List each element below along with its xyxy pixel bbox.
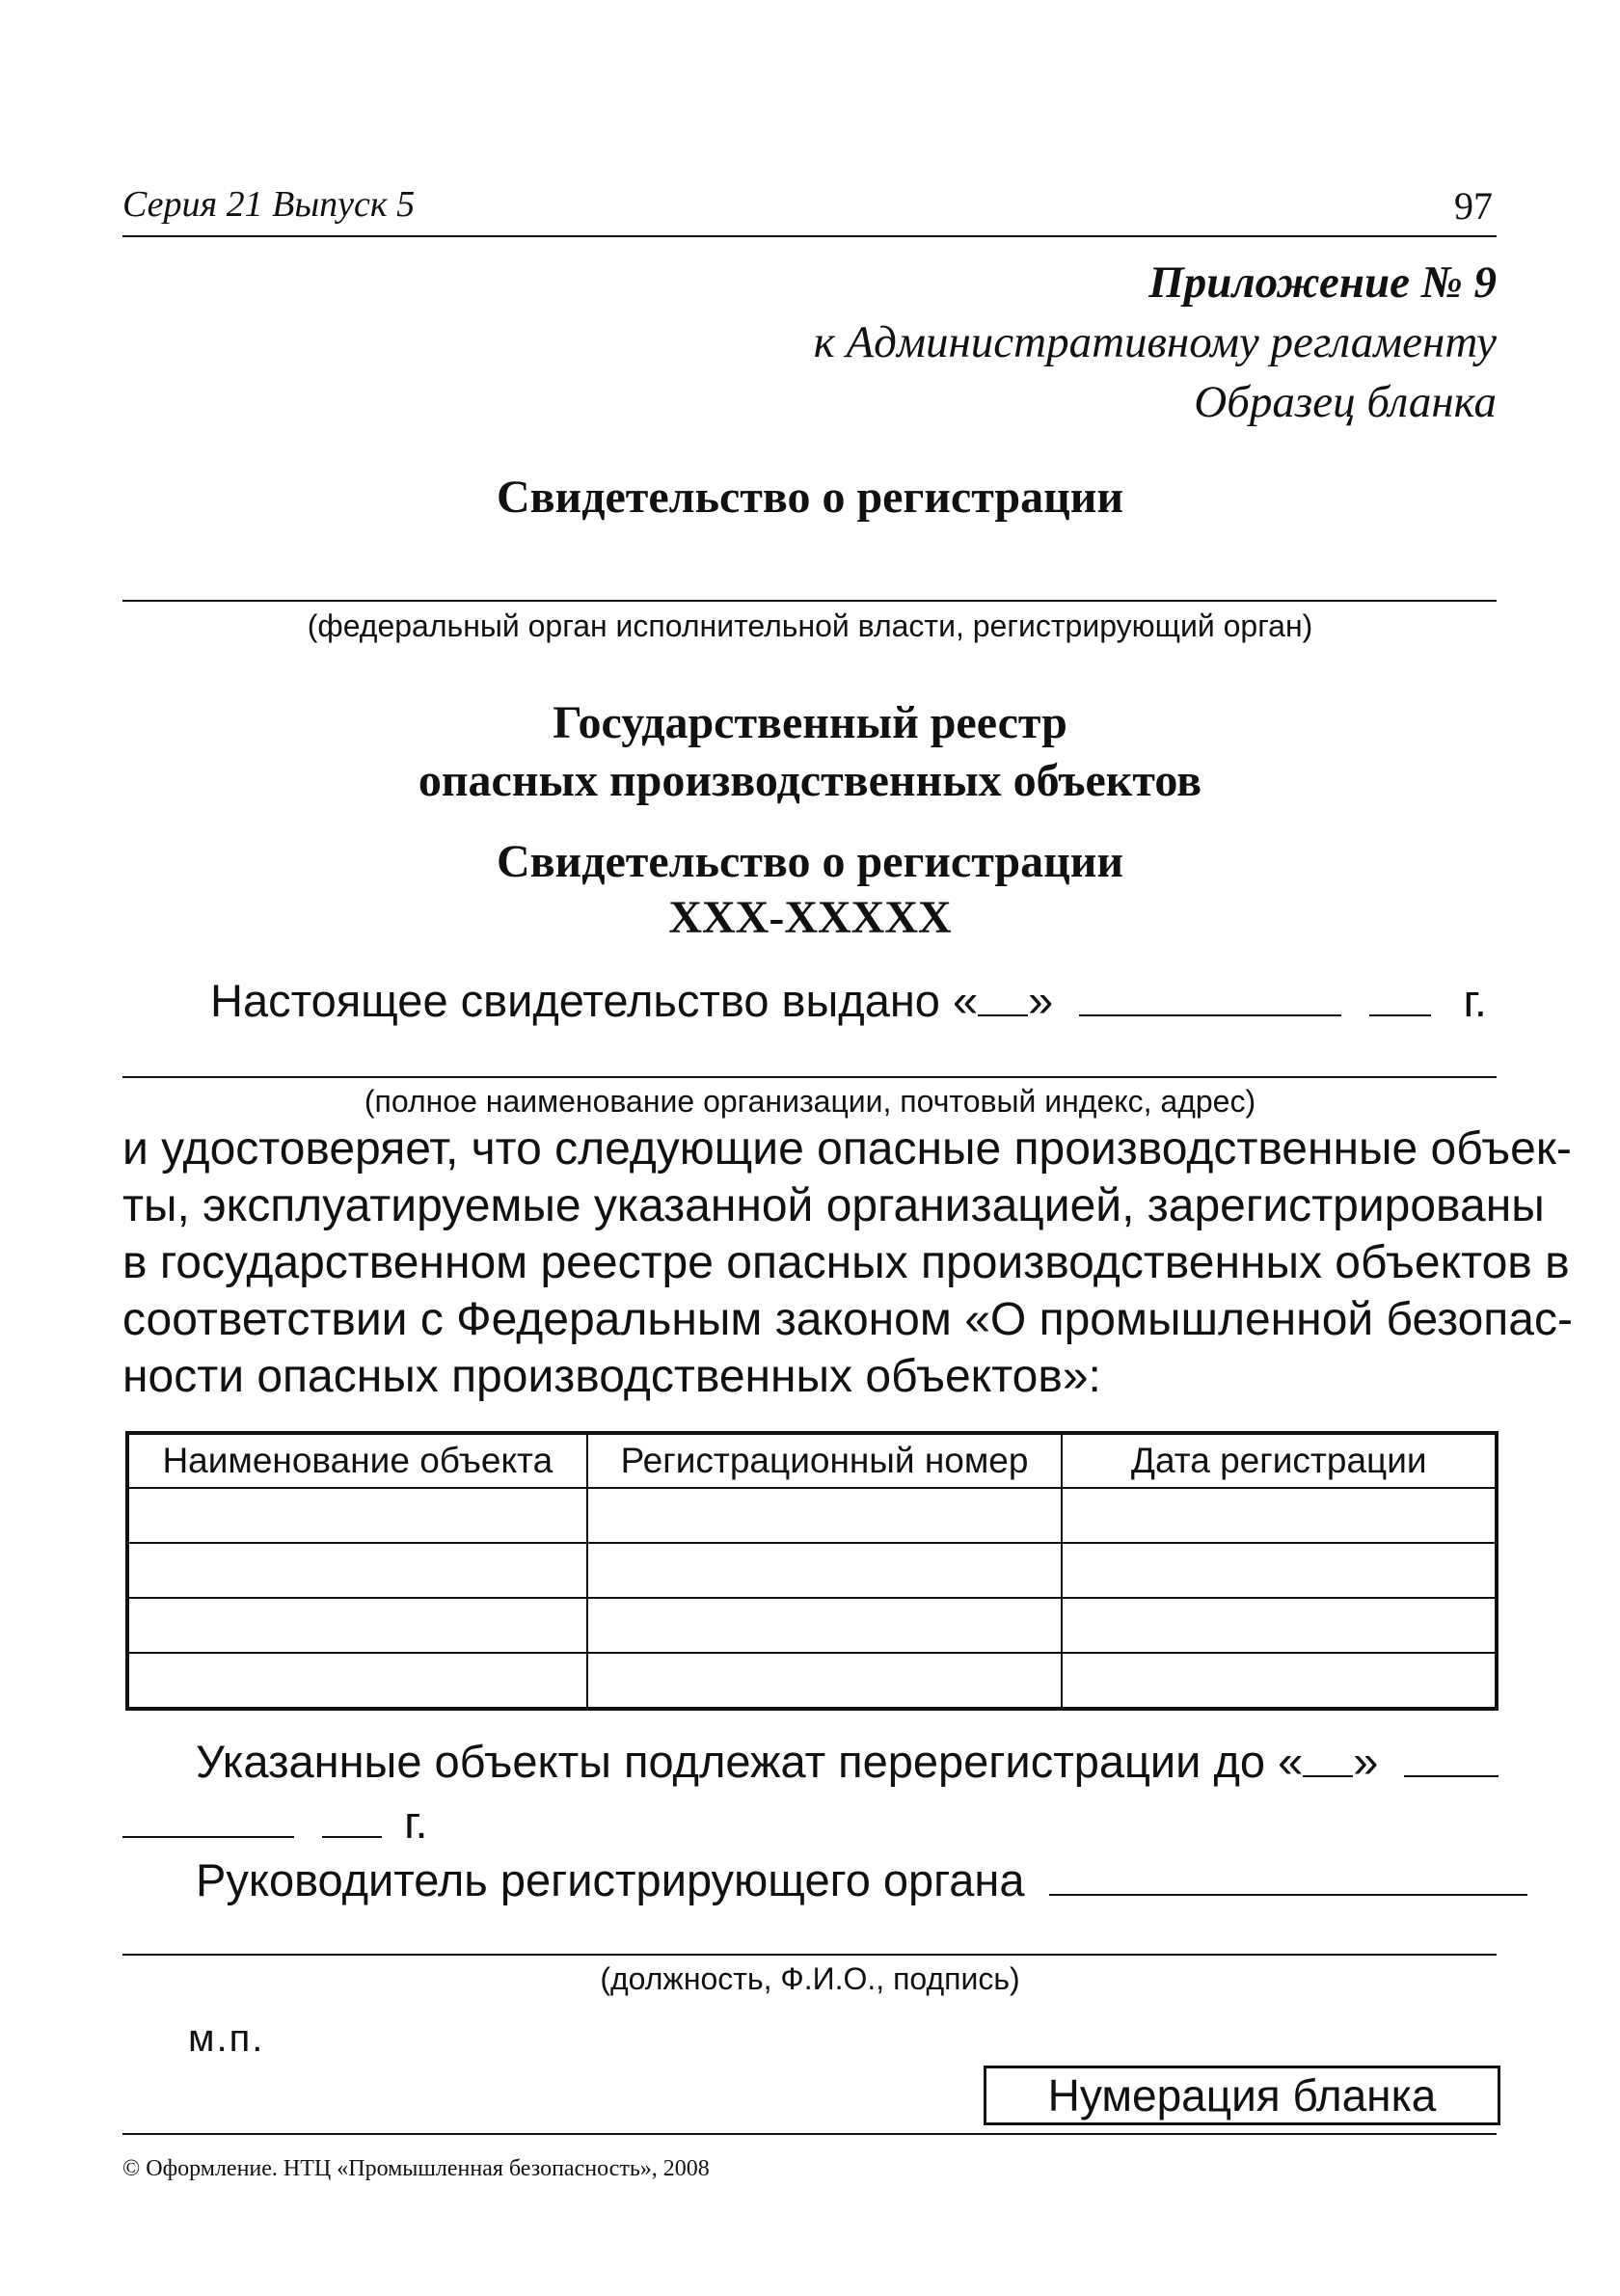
table-header-row [127, 1433, 1497, 1488]
certificate-heading: Свидетельство о регистрации [496, 836, 1124, 887]
authority-caption: (федеральный орган исполнительной власти, регистрирующий орган) [307, 608, 1313, 643]
head-of-authority-line [196, 1853, 1527, 1906]
copyright-footer: © Оформление. НТЦ «Промышленная безопасность», 2008 [122, 2156, 710, 2181]
certification-paragraph [122, 1121, 1573, 1405]
objects-table [125, 1431, 1498, 1711]
table-row [127, 1598, 1497, 1653]
reregistration-text: Указанные объекты подлежат перерегистрации до « [196, 1736, 1304, 1787]
page-number: 97 [1454, 184, 1493, 228]
table-row [127, 1488, 1497, 1543]
paragraph-line: в государственном реестре опасных производственных объектов в [122, 1237, 1570, 1288]
column-header-object-name: Наименование объекта [127, 1433, 587, 1488]
footer-rule [122, 2133, 1497, 2135]
signature-caption: (должность, Ф.И.О., подпись) [600, 1961, 1020, 1996]
annex-block [814, 253, 1497, 432]
table-cell[interactable] [587, 1598, 1063, 1653]
registry-line-1: Государственный реестр [553, 697, 1067, 748]
reregistration-quote-close: » [1353, 1736, 1379, 1787]
issued-quote-close: » [1028, 975, 1054, 1026]
issued-month-blank[interactable] [1079, 976, 1341, 1016]
reregistration-month-blank[interactable] [1404, 1737, 1498, 1777]
reregistration-line [196, 1735, 1498, 1788]
table-cell[interactable] [587, 1653, 1063, 1709]
table-cell[interactable] [127, 1488, 587, 1543]
table-row [127, 1543, 1497, 1598]
annex-form-sample: Образец бланка [1194, 377, 1497, 427]
reregistration-day-blank[interactable] [1303, 1737, 1353, 1777]
head-of-authority-blank[interactable] [1049, 1855, 1527, 1896]
reregistration-line-2 [122, 1796, 428, 1849]
form-numbering-box: Нумерация бланка [984, 2066, 1500, 2125]
signature-blank-line[interactable] [122, 1954, 1497, 1956]
table-cell[interactable] [1062, 1488, 1497, 1543]
reregistration-month-continued-blank[interactable] [122, 1797, 294, 1838]
table-cell[interactable] [127, 1543, 587, 1598]
paragraph-line: ты, эксплуатируемые указанной организацией, зарегистрированы [122, 1180, 1545, 1231]
certificate-number: XXX-XXXXX [668, 892, 952, 943]
column-header-registration-number: Регистрационный номер [587, 1433, 1063, 1488]
table-cell[interactable] [127, 1653, 587, 1709]
issued-text: Настоящее свидетельство выдано « [210, 975, 979, 1026]
issued-line [210, 974, 1487, 1027]
table-cell[interactable] [587, 1543, 1063, 1598]
annex-number: Приложение № 9 [1148, 257, 1497, 308]
header-rule [122, 235, 1497, 237]
column-header-registration-date: Дата регистрации [1062, 1433, 1497, 1488]
paragraph-line: и удостоверяет, что следующие опасные производственные объек- [122, 1123, 1572, 1175]
reregistration-year-suffix: г. [404, 1796, 428, 1848]
head-of-authority-label: Руководитель регистрирующего органа [196, 1854, 1025, 1905]
table-cell[interactable] [1062, 1653, 1497, 1709]
table-cell[interactable] [127, 1598, 587, 1653]
paragraph-line: ности опасных производственных объектов»: [122, 1351, 1101, 1402]
annex-regulation: к Административному регламенту [813, 317, 1497, 367]
table-cell[interactable] [1062, 1598, 1497, 1653]
authority-blank-line[interactable] [122, 600, 1497, 602]
series-label: Серия 21 Выпуск 5 [122, 184, 416, 225]
issued-year-blank[interactable] [1369, 976, 1431, 1016]
document-title: Свидетельство о регистрации [496, 472, 1124, 523]
reregistration-year-blank[interactable] [322, 1797, 382, 1838]
stamp-place-label: м.п. [188, 2017, 265, 2060]
table-cell[interactable] [587, 1488, 1063, 1543]
issued-day-blank[interactable] [978, 976, 1028, 1016]
table-row [127, 1653, 1497, 1709]
organization-blank-line[interactable] [122, 1076, 1497, 1078]
issued-year-suffix: г. [1463, 975, 1487, 1026]
organization-caption: (полное наименование организации, почтовый индекс, адрес) [364, 1084, 1256, 1119]
table-cell[interactable] [1062, 1543, 1497, 1598]
registry-line-2: опасных производственных объектов [418, 755, 1202, 806]
paragraph-line: соответствии с Федеральным законом «О промышленной безопас- [122, 1294, 1573, 1345]
